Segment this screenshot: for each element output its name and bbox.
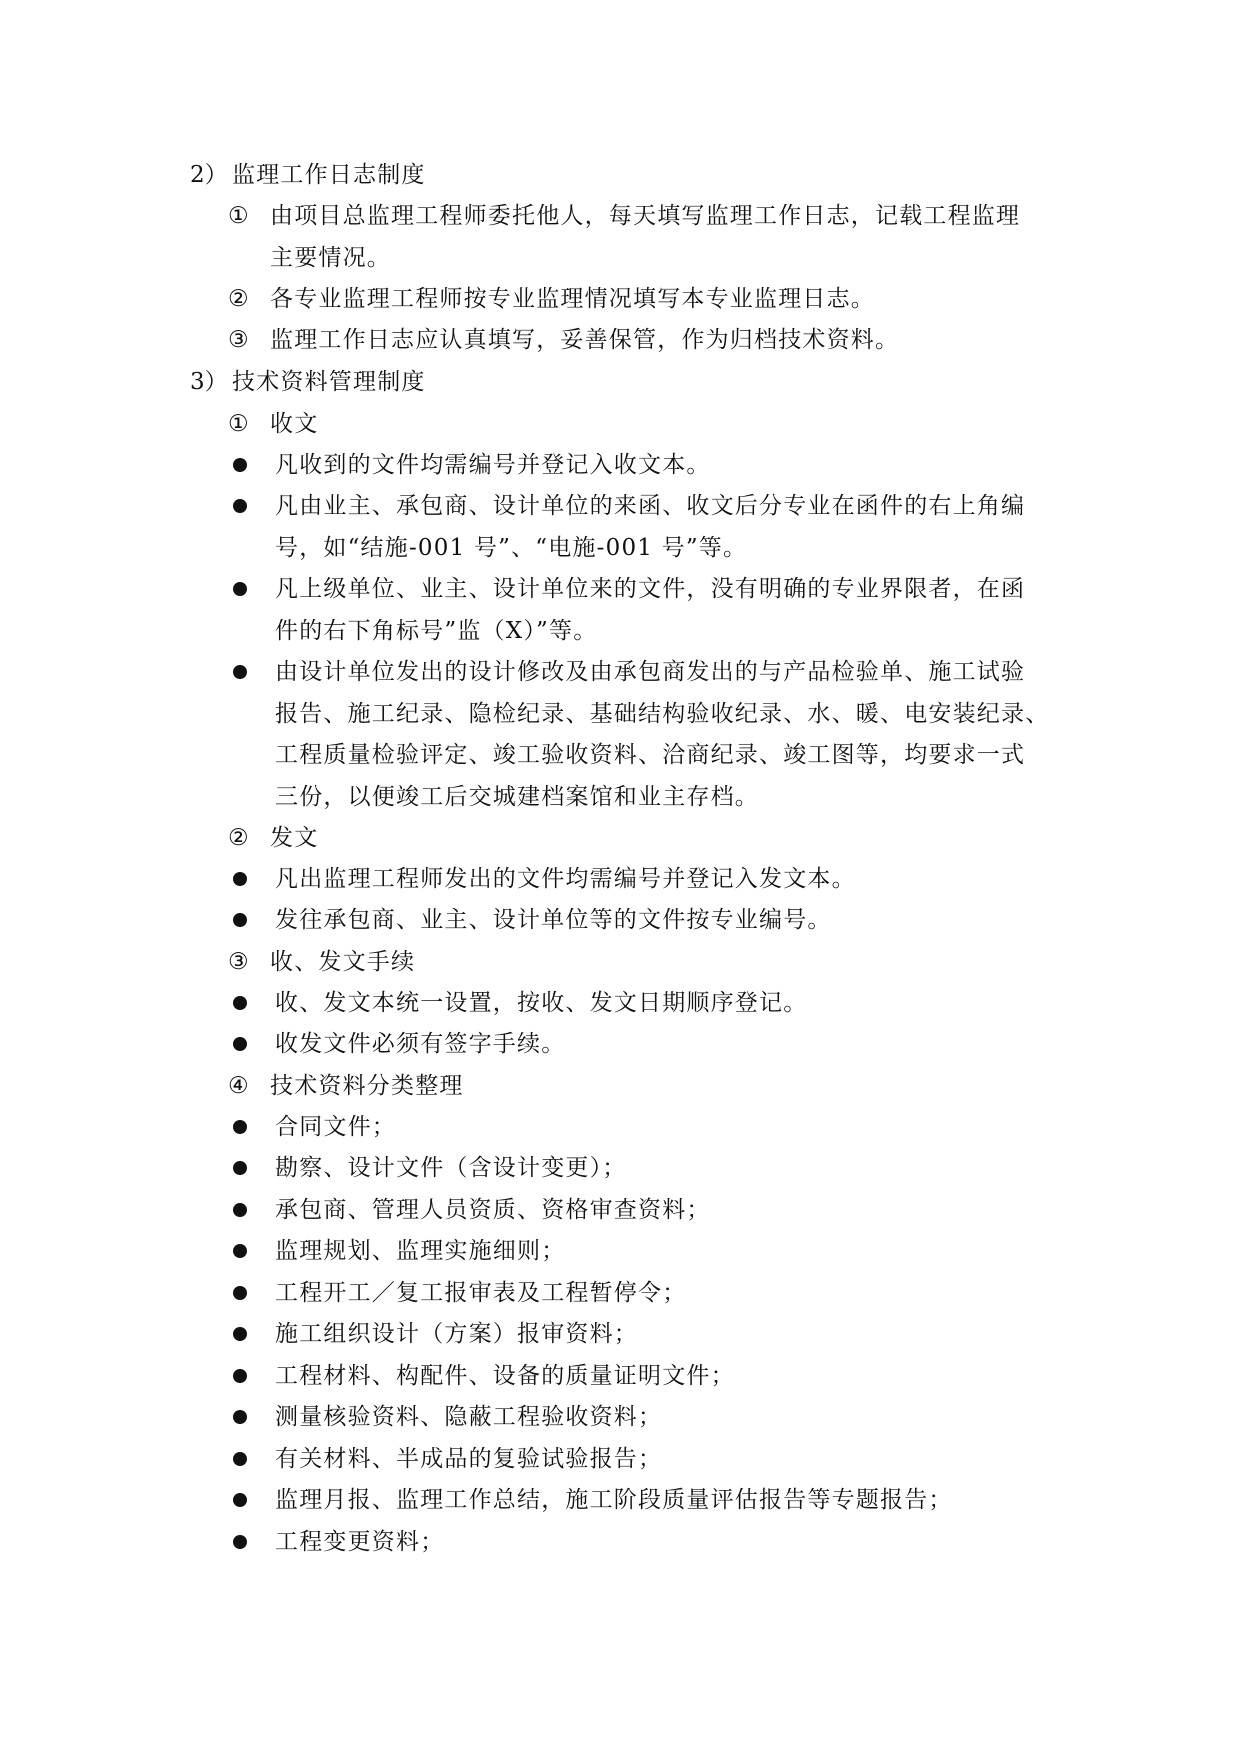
item-text: 主要情况。 (270, 245, 391, 271)
subsection-title: 收、发文手续 (270, 949, 416, 975)
bullet-text: 号，如“结施-001 号”、“电施-001 号”等。 (275, 535, 748, 561)
item-number: ① (228, 203, 249, 229)
bullet-text: 有关材料、半成品的复验试验报告； (275, 1446, 663, 1472)
bullet-icon (233, 1369, 247, 1383)
bullet-text: 勘察、设计文件（含设计变更）； (275, 1155, 627, 1181)
item-text: 由项目总监理工程师委托他人，每天填写监理工作日志，记载工程监理 (270, 203, 1021, 229)
bullet-text: 凡收到的文件均需编号并登记入收文本。 (275, 452, 711, 478)
section-title: 监理工作日志制度 (232, 162, 426, 188)
section-number: 2） (190, 162, 228, 188)
bullet-text: 测量核验资料、隐蔽工程验收资料； (275, 1404, 663, 1430)
bullet-text: 报告、施工纪录、隐检纪录、基础结构验收纪录、水、暖、电安装纪录、 (275, 701, 1050, 727)
bullet-icon (233, 872, 247, 886)
bullet-text: 施工组织设计（方案）报审资料； (275, 1321, 638, 1347)
bullet-text: 凡上级单位、业主、设计单位来的文件，没有明确的专业界限者，在函 (275, 576, 1026, 602)
bullet-text: 工程开工／复工报审表及工程暂停令； (275, 1280, 687, 1306)
bullet-text: 承包商、管理人员资质、资格审查资料； (275, 1197, 711, 1223)
bullet-icon (233, 582, 247, 596)
bullet-icon (233, 1203, 247, 1217)
bullet-text: 凡由业主、承包商、设计单位的来函、收文后分专业在函件的右上角编 (275, 493, 1026, 519)
bullet-text: 收、发文本统一设置，按收、发文日期顺序登记。 (275, 990, 808, 1016)
bullet-icon (233, 1535, 247, 1549)
bullet-icon (233, 499, 247, 513)
bullet-icon (233, 1493, 247, 1507)
bullet-icon (233, 1120, 247, 1134)
bullet-icon (233, 458, 247, 472)
bullet-text: 由设计单位发出的设计修改及由承包商发出的与产品检验单、施工试验 (275, 659, 1026, 685)
bullet-icon (233, 913, 247, 927)
section-number: 3） (190, 369, 228, 395)
bullet-icon (233, 665, 247, 679)
bullet-icon (233, 1452, 247, 1466)
bullet-text: 发往承包商、业主、设计单位等的文件按专业编号。 (275, 907, 832, 933)
item-number: ② (228, 286, 249, 312)
subsection-number: ③ (228, 949, 249, 975)
bullet-icon (233, 1327, 247, 1341)
subsection-number: ④ (228, 1073, 249, 1099)
subsection-number: ① (228, 411, 249, 437)
bullet-icon (233, 1244, 247, 1258)
bullet-text: 工程材料、构配件、设备的质量证明文件； (275, 1363, 735, 1389)
subsection-title: 发文 (270, 825, 319, 851)
bullet-text: 监理月报、监理工作总结，施工阶段质量评估报告等专题报告； (275, 1487, 953, 1513)
bullet-icon (233, 1286, 247, 1300)
bullet-icon (233, 1161, 247, 1175)
item-number: ③ (228, 327, 249, 353)
bullet-text: 工程变更资料； (275, 1529, 445, 1555)
bullet-text: 收发文件必须有签字手续。 (275, 1031, 566, 1057)
bullet-icon (233, 996, 247, 1010)
bullet-text: 件的右下角标号”监（X）”等。 (275, 618, 598, 644)
bullet-text: 合同文件； (275, 1114, 396, 1140)
item-text: 各专业监理工程师按专业监理情况填写本专业监理日志。 (270, 286, 875, 312)
bullet-text: 凡出监理工程师发出的文件均需编号并登记入发文本。 (275, 866, 856, 892)
bullet-text: 三份，以便竣工后交城建档案馆和业主存档。 (275, 784, 759, 810)
subsection-title: 技术资料分类整理 (270, 1073, 464, 1099)
subsection-title: 收文 (270, 411, 319, 437)
bullet-icon (233, 1037, 247, 1051)
bullet-text: 监理规划、监理实施细则； (275, 1238, 566, 1264)
bullet-icon (233, 1410, 247, 1424)
bullet-text: 工程质量检验评定、竣工验收资料、洽商纪录、竣工图等，均要求一式 (275, 742, 1026, 768)
section-title: 技术资料管理制度 (232, 369, 426, 395)
subsection-number: ② (228, 825, 249, 851)
item-text: 监理工作日志应认真填写，妥善保管，作为归档技术资料。 (270, 327, 900, 353)
